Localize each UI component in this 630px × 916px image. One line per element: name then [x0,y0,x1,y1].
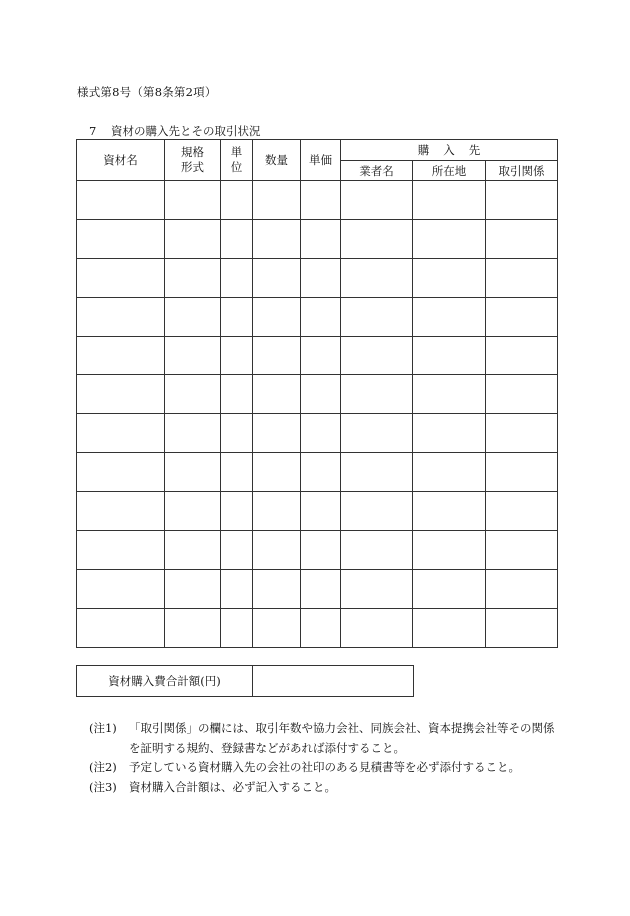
cell-material-name[interactable] [77,492,165,531]
cell-material-name[interactable] [77,219,165,258]
total-cost-value[interactable] [253,666,414,697]
cell-unit[interactable] [221,219,253,258]
cell-relationship[interactable] [486,531,558,570]
header-spec [165,140,221,181]
cell-supplier-name[interactable] [341,336,413,375]
table-row [77,258,558,297]
section-title: 資材の購入先とその取引状況 [111,124,261,138]
note-1 [89,719,559,758]
cell-location[interactable] [413,219,486,258]
cell-relationship[interactable] [486,375,558,414]
cell-quantity[interactable] [253,492,301,531]
cell-material-name[interactable] [77,297,165,336]
cell-unit[interactable] [221,453,253,492]
header-location: 所在地 [413,161,486,181]
cell-relationship[interactable] [486,336,558,375]
table-row [77,297,558,336]
cell-quantity[interactable] [253,608,301,647]
cell-unit[interactable] [221,375,253,414]
cell-relationship[interactable] [486,297,558,336]
cell-material-name[interactable] [77,375,165,414]
notes [89,719,559,797]
cell-supplier-name[interactable] [341,608,413,647]
cell-location[interactable] [413,531,486,570]
note-2-text: 予定している資材購入先の会社の社印のある見積書等を必ず添付すること。 [129,760,520,774]
cell-relationship[interactable] [486,492,558,531]
cell-unit[interactable] [221,569,253,608]
cell-material-name[interactable] [77,258,165,297]
cell-spec[interactable] [165,453,221,492]
cell-unit-price[interactable] [301,219,341,258]
cell-quantity[interactable] [253,453,301,492]
cell-supplier-name[interactable] [341,453,413,492]
cell-unit-price[interactable] [301,336,341,375]
cell-supplier-name[interactable] [341,531,413,570]
cell-unit[interactable] [221,608,253,647]
table-row [77,492,558,531]
cell-relationship[interactable] [486,414,558,453]
cell-location[interactable] [413,453,486,492]
cell-quantity[interactable] [253,181,301,220]
cell-spec[interactable] [165,492,221,531]
cell-location[interactable] [413,375,486,414]
cell-spec[interactable] [165,531,221,570]
cell-material-name[interactable] [77,336,165,375]
header-unit-line2: 位 [230,160,243,174]
cell-spec[interactable] [165,219,221,258]
cell-quantity[interactable] [253,336,301,375]
header-spec-line2: 形式 [181,160,204,174]
cell-unit-price[interactable] [301,258,341,297]
cell-location[interactable] [413,297,486,336]
cell-quantity[interactable] [253,375,301,414]
note-2-tag: (注2) [89,760,117,774]
cell-location[interactable] [413,258,486,297]
header-supplier-group-label: 購入先 [417,143,495,157]
cell-relationship[interactable] [486,608,558,647]
cell-unit[interactable] [221,336,253,375]
cell-relationship[interactable] [486,181,558,220]
cell-relationship[interactable] [486,569,558,608]
cell-spec[interactable] [165,608,221,647]
cell-material-name[interactable] [77,531,165,570]
cell-unit[interactable] [221,414,253,453]
cell-spec[interactable] [165,375,221,414]
cell-material-name[interactable] [77,453,165,492]
header-spec-line1: 規格 [181,145,204,159]
cell-location[interactable] [413,336,486,375]
note-2 [89,758,559,778]
cell-unit-price[interactable] [301,531,341,570]
cell-spec[interactable] [165,181,221,220]
cell-quantity[interactable] [253,258,301,297]
cell-unit[interactable] [221,258,253,297]
cell-unit-price[interactable] [301,608,341,647]
table-row [77,375,558,414]
cell-material-name[interactable] [77,414,165,453]
cell-unit-price[interactable] [301,414,341,453]
cell-unit-price[interactable] [301,453,341,492]
cell-supplier-name[interactable] [341,375,413,414]
cell-unit[interactable] [221,297,253,336]
form-number: 様式第8号（第8条第2項） [77,85,217,99]
section-heading [89,123,261,139]
cell-spec[interactable] [165,336,221,375]
cell-location[interactable] [413,608,486,647]
table-row [77,219,558,258]
cell-supplier-name[interactable] [341,181,413,220]
table-row [77,569,558,608]
table-body [77,181,558,648]
header-unit-price: 単価 [301,140,341,181]
cell-unit-price[interactable] [301,181,341,220]
cell-unit-price[interactable] [301,569,341,608]
cell-spec[interactable] [165,258,221,297]
cell-unit-price[interactable] [301,297,341,336]
section-number: 7 [89,124,97,138]
cell-spec[interactable] [165,569,221,608]
cell-supplier-name[interactable] [341,414,413,453]
header-unit-line1: 単 [230,145,243,159]
note-3 [89,778,559,798]
note-1-tag: (注1) [89,721,117,735]
table-row [77,181,558,220]
table-row [77,336,558,375]
cell-quantity[interactable] [253,414,301,453]
table-row [77,453,558,492]
cell-material-name[interactable] [77,608,165,647]
header-supplier-group [341,140,558,161]
table-row [77,414,558,453]
cell-location[interactable] [413,492,486,531]
cell-quantity[interactable] [253,531,301,570]
cell-material-name[interactable] [77,569,165,608]
cell-quantity[interactable] [253,569,301,608]
cell-supplier-name[interactable] [341,492,413,531]
cell-supplier-name[interactable] [341,569,413,608]
header-supplier-name: 業者名 [341,161,413,181]
cell-location[interactable] [413,569,486,608]
cell-supplier-name[interactable] [341,219,413,258]
cell-quantity[interactable] [253,297,301,336]
header-unit [221,140,253,181]
table-row [77,531,558,570]
cell-unit-price[interactable] [301,492,341,531]
cell-spec[interactable] [165,297,221,336]
material-purchase-table [76,139,558,648]
table-row [77,608,558,647]
note-1-text: 「取引関係」の欄には、取引年数や協力会社、同族会社、資本提携会社等その関係を証明する規約、登録書などがあれば添付すること。 [129,721,555,755]
total-cost-table [76,665,414,697]
cell-supplier-name[interactable] [341,258,413,297]
cell-relationship[interactable] [486,219,558,258]
cell-unit[interactable] [221,492,253,531]
cell-spec[interactable] [165,414,221,453]
header-material-name: 資材名 [77,140,165,181]
note-3-tag: (注3) [89,779,117,794]
total-cost-label: 資材購入費合計額(円) [77,666,253,697]
cell-supplier-name[interactable] [341,297,413,336]
cell-relationship[interactable] [486,453,558,492]
cell-unit-price[interactable] [301,375,341,414]
cell-location[interactable] [413,181,486,220]
cell-relationship[interactable] [486,258,558,297]
cell-unit[interactable] [221,181,253,220]
cell-location[interactable] [413,414,486,453]
header-quantity: 数量 [253,140,301,181]
cell-unit[interactable] [221,531,253,570]
header-relationship: 取引関係 [486,161,558,181]
cell-material-name[interactable] [77,181,165,220]
note-3-text: 資材購入合計額は、必ず記入すること。 [129,779,336,794]
cell-quantity[interactable] [253,219,301,258]
